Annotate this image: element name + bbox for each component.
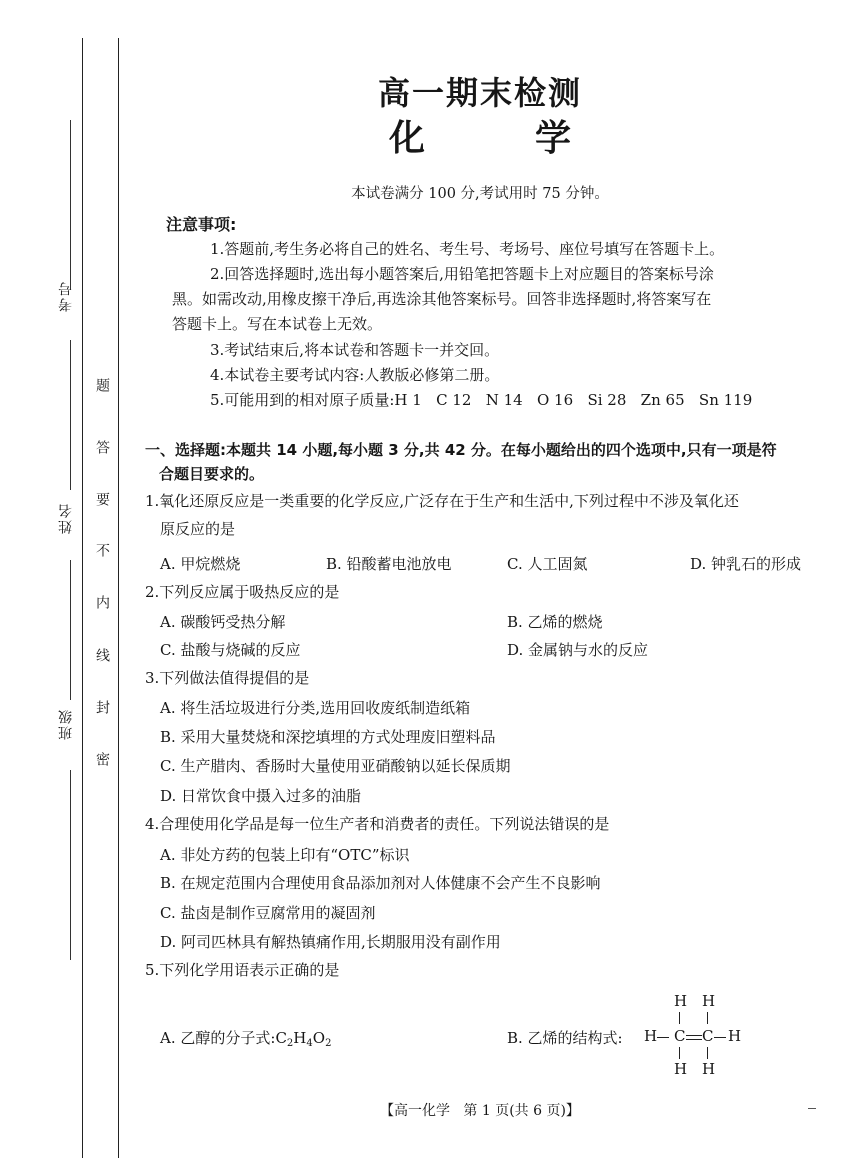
question-4-option-a: A. 非处方药的包装上印有“OTC”标识: [160, 846, 410, 864]
seal-char-2: 答: [94, 440, 110, 454]
struct-h-left: H: [644, 1027, 658, 1045]
seal-char-5: 内: [94, 595, 110, 609]
notice-line-7: 5.可能用到的相对原子质量:H 1 C 12 N 14 O 16 Si 28 Zn 65 Sn 119: [210, 391, 753, 409]
question-2-option-b: B. 乙烯的燃烧: [507, 613, 603, 631]
name-blank: [70, 560, 71, 700]
struct-bond-top-2: [707, 1012, 708, 1024]
struct-h-bottom-1: H: [674, 1060, 688, 1078]
question-1-stem-line-1: 1.氧化还原反应是一类重要的化学反应,广泛存在于生产和生活中,下列过程中不涉及氧化还: [145, 492, 739, 510]
struct-bond-double-1: [686, 1035, 702, 1036]
notice-line-5: 3.考试结束后,将本试卷和答题卡一并交回。: [210, 341, 500, 359]
struct-c-1: C: [674, 1027, 686, 1045]
corner-dash: [808, 1108, 816, 1109]
seal-char-1: 题: [94, 378, 110, 392]
notice-line-3: 黑。如需改动,用橡皮擦干净后,再选涂其他答案标号。回答非选择题时,将答案写在: [172, 290, 712, 308]
question-3-option-d: D. 日常饮食中摄入过多的油脂: [160, 787, 362, 805]
question-3-stem: 3.下列做法值得提倡的是: [145, 669, 310, 687]
struct-bond-double-2: [686, 1039, 702, 1040]
section-heading-line-1: 一、选择题:本题共 14 小题,每小题 3 分,共 42 分。在每小题给出的四个选项中,只有一项是符: [145, 441, 777, 459]
page-footer: 【高一化学 第 1 页(共 6 页)】: [380, 1103, 580, 1119]
question-4-option-b: B. 在规定范围内合理使用食品添加剂对人体健康不会产生不良影响: [160, 874, 601, 892]
ethanol-formula: $C_2H_4O_2$: [275, 1029, 332, 1049]
exam-number-label: 考号: [58, 280, 74, 312]
section-heading: [145, 438, 825, 486]
question-1-option-d: D. 钟乳石的形成: [690, 555, 802, 573]
struct-bond-bottom-1: [679, 1047, 680, 1059]
struct-c-2: C: [702, 1027, 714, 1045]
question-4-option-d: D. 阿司匹林具有解热镇痛作用,长期服用没有副作用: [160, 933, 501, 951]
question-1-option-c: C. 人工固氮: [507, 555, 588, 573]
question-4-option-c: C. 盐卤是制作豆腐常用的凝固剂: [160, 904, 376, 922]
subject-title: [120, 110, 840, 161]
score-note: 本试卷满分 100 分,考试用时 75 分钟。: [351, 186, 609, 202]
notice-line-1: 1.答题前,考生务必将自己的姓名、考生号、考场号、座位号填写在答题卡上。: [210, 240, 725, 258]
question-5-option-a: [160, 1027, 331, 1049]
seal-char-4: 不: [94, 543, 110, 557]
question-1-option-b: B. 铅酸蓄电池放电: [326, 555, 452, 573]
subject-char-1: 化: [388, 118, 425, 159]
struct-h-top-1: H: [674, 992, 688, 1010]
struct-h-right: H: [728, 1027, 742, 1045]
notice-line-2: 2.回答选择题时,选出每小题答案后,用铅笔把答题卡上对应题目的答案标号涂: [210, 265, 714, 283]
subject-char-2: 学: [535, 118, 572, 159]
section-heading-line-2: 合题目要求的。: [159, 465, 265, 483]
question-2-option-d: D. 金属钠与水的反应: [507, 641, 649, 659]
struct-bond-right: [714, 1037, 726, 1038]
notice-line-6: 4.本试卷主要考试内容:人教版必修第二册。: [210, 366, 500, 384]
seal-char-6: 线: [94, 648, 110, 662]
struct-bond-top-1: [679, 1012, 680, 1024]
question-3-option-a: A. 将生活垃圾进行分类,选用回收废纸制造纸箱: [160, 699, 471, 717]
name-label: 姓名: [58, 502, 74, 534]
struct-bond-left: [657, 1037, 669, 1038]
class-blank: [70, 770, 71, 960]
struct-h-bottom-2: H: [702, 1060, 716, 1078]
question-1-stem-line-2: 原反应的是: [160, 520, 236, 538]
question-3-option-c: C. 生产腊肉、香肠时大量使用亚硝酸钠以延长保质期: [160, 757, 511, 775]
question-1-option-a: A. 甲烷燃烧: [160, 555, 241, 573]
question-4-stem: 4.合理使用化学品是每一位生产者和消费者的责任。下列说法错误的是: [145, 815, 610, 833]
notice-line-4: 答题卡上。写在本试卷上无效。: [172, 315, 383, 333]
question-2-stem: 2.下列反应属于吸热反应的是: [145, 583, 340, 601]
binding-line-inner: [118, 38, 119, 1158]
question-2-option-c: C. 盐酸与烧碱的反应: [160, 641, 301, 659]
notice-heading: 注意事项:: [166, 215, 237, 234]
question-3-option-b: B. 采用大量焚烧和深挖填埋的方式处理废旧塑料品: [160, 728, 496, 746]
seal-char-7: 封: [94, 700, 110, 714]
exam-number-blank-lower: [70, 340, 71, 490]
seal-char-8: 密: [94, 752, 110, 766]
question-5-option-a-label: A. 乙醇的分子式:: [160, 1029, 276, 1047]
ethylene-structural-formula: [640, 992, 750, 1082]
struct-h-top-2: H: [702, 992, 716, 1010]
question-2-option-a: A. 碳酸钙受热分解: [160, 613, 286, 631]
struct-bond-bottom-2: [707, 1047, 708, 1059]
question-5-option-b: B. 乙烯的结构式:: [507, 1029, 623, 1047]
class-label: 班级: [58, 708, 74, 740]
seal-char-3: 要: [94, 492, 110, 506]
binding-line-outer: [82, 38, 83, 1158]
exam-number-blank: [70, 120, 71, 290]
exam-title: 高一期末检测: [377, 74, 582, 112]
question-5-stem: 5.下列化学用语表示正确的是: [145, 961, 340, 979]
